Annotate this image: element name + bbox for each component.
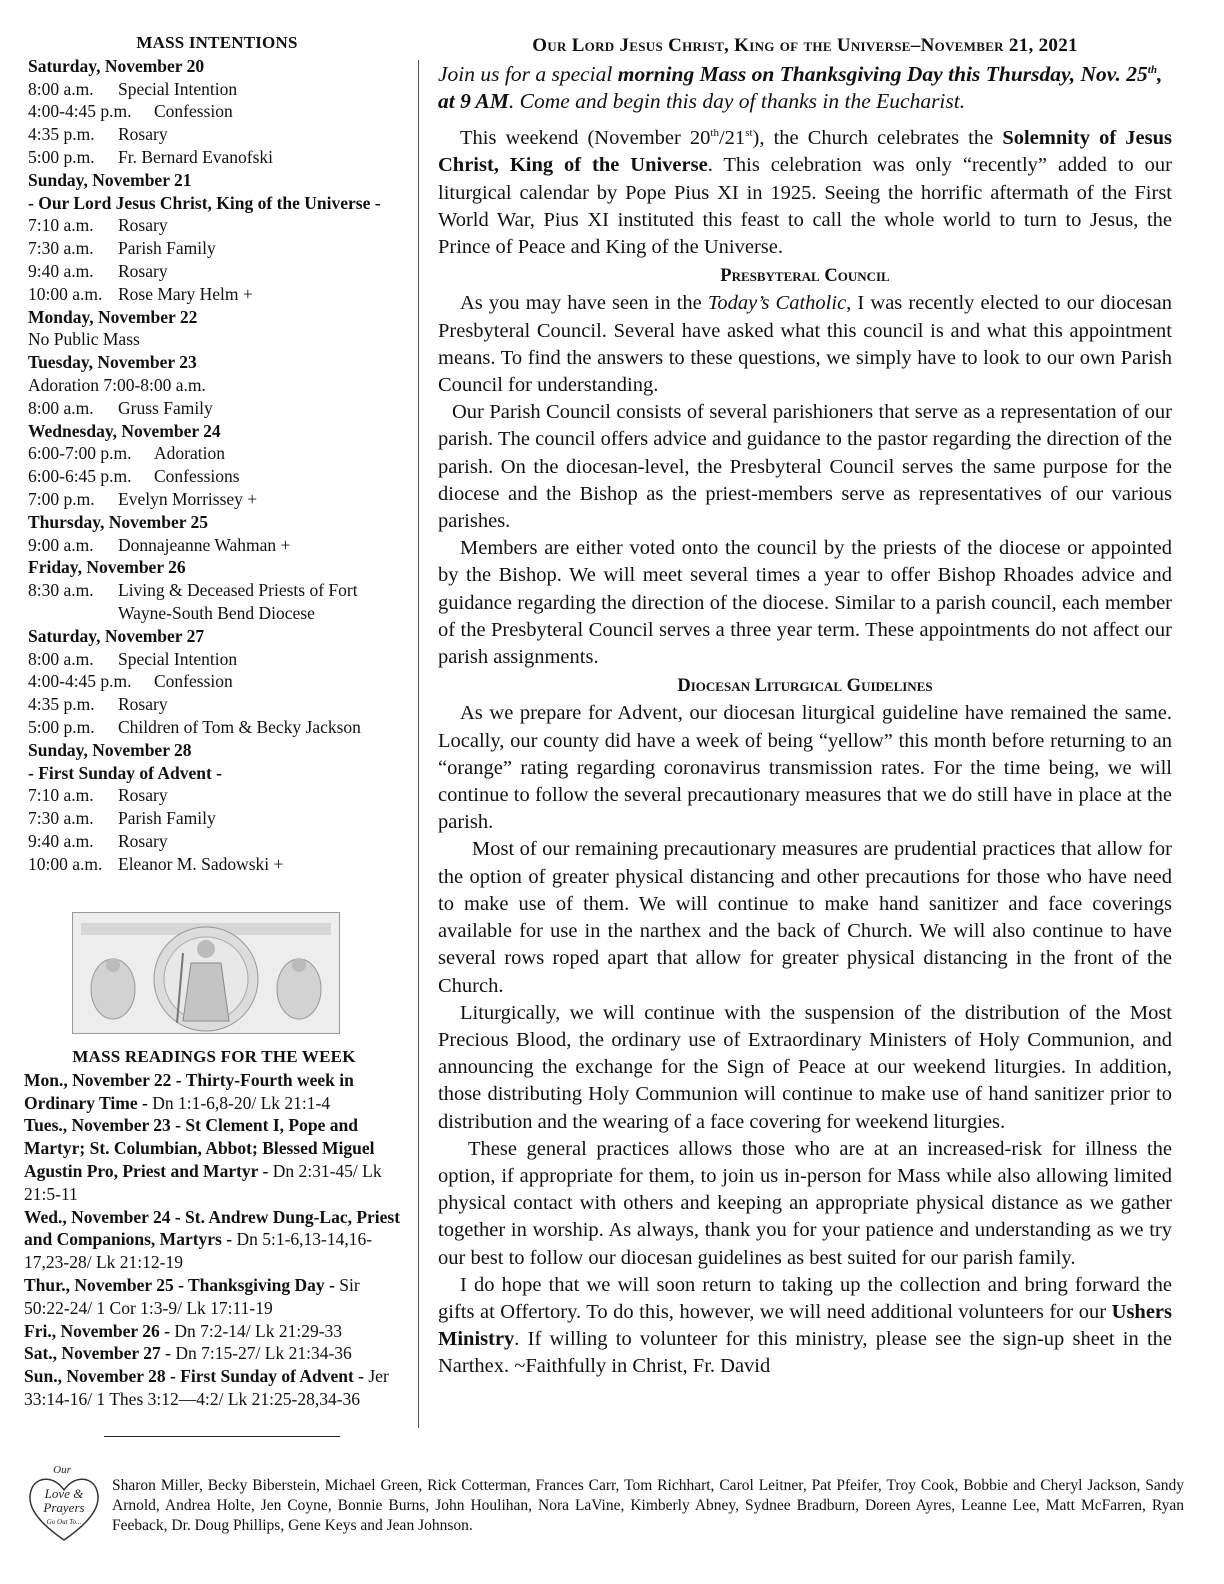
reading-day: Mon., November 22 - Thirty-Fourth week in Ordinary Time -: [24, 1069, 354, 1113]
presb-p1-a: As you may have seen in the: [460, 292, 708, 315]
intention-entry: [28, 670, 406, 693]
intention-time: 4:00-4:45 p.m.: [28, 671, 132, 692]
intention-day: Saturday, November 27: [28, 625, 205, 646]
intention-time: 10:00 a.m.: [28, 283, 103, 304]
guidelines-paragraph-2: Most of our remaining precautionary measures are prudential practices that allow for the option of greater physical distancing and other precautions for those who have need to make use of them. We will continue to make hand sanitizer and face coverings available for use in the narthex and the back of Church. We will also continue to have several rows roped apart that allow for greater physical distancing in the front of the Church.: [438, 838, 1172, 997]
intention-desc: Parish Family: [118, 238, 216, 259]
presbyteral-paragraph-3: Members are either voted onto the council by the priests of the diocese or appointed by the Bishop. We will meet several times a year to offer Bishop Rhoades advice and guidance regarding the direction of the diocese. Similar to a parish council, each member of the Presbyteral Council serves a three year term. These appointments do not affect our parish assignments.: [438, 537, 1172, 669]
intro-d: . This celebration was only “recently” added to our liturgical calendar by Pope Pius XI in 1925. Seeing the horrific aftermath of the First World War, Pius XI instituted this feast to call the whole world to turn to Jesus, the Prince of Peace and King of the Universe.: [438, 154, 1172, 259]
intention-feast: - Our Lord Jesus Christ, King of the Universe -: [28, 192, 381, 213]
intention-desc: Special Intention: [118, 78, 238, 99]
readings-list: [24, 1069, 404, 1411]
intention-entry: [28, 328, 406, 351]
presbyteral-council-heading: Presbyteral Council: [720, 266, 890, 287]
intention-entry: [28, 807, 406, 830]
intention-time: 8:00 a.m.: [28, 78, 94, 99]
love-and-prayers-logo: [22, 1462, 106, 1546]
ushers-ministry: Ushers Ministry: [438, 1300, 1172, 1351]
note-bold-time: , at 9 AM: [438, 62, 1163, 114]
intention-entry: [28, 123, 406, 146]
separator-line: [104, 1436, 340, 1437]
intention-time: 9:00 a.m.: [28, 534, 94, 555]
intention-desc: Rosary: [118, 260, 168, 281]
reading-citation: Dn 1:1-6,8-20/ Lk 21:1-4: [147, 1092, 331, 1113]
intention-entry: [28, 397, 406, 420]
intention-day: Sunday, November 28: [28, 739, 192, 760]
intro-bold: Solemnity of Jesus Christ, King of the Universe: [438, 127, 1172, 177]
reading-item: [24, 1206, 404, 1274]
intention-entry: [28, 853, 406, 876]
intention-desc: Eleanor M. Sadowski +: [118, 853, 284, 874]
guidelines-paragraph-3: Liturgically, we will continue with the suspension of the distribution of the Most Precious Blood, the ordinary use of Extraordinary Ministers of Holy Communion, and announcing the exchange for the Sign of Peace at our weekend liturgies. In addition, those distributing Holy Communion will continue to make use of hand sanitizer prior to distribution and the wearing of a face covering for weekend liturgies.: [438, 1001, 1172, 1133]
intention-time: 9:40 a.m.: [28, 260, 94, 281]
reading-day: Sun., November 28 - First Sunday of Advent -: [24, 1366, 364, 1387]
reading-citation: Sir 50:22-24/ 1 Cor 1:3-9/ Lk 17:11-19: [24, 1274, 360, 1318]
note-text: Join us for a special: [438, 62, 618, 87]
intention-time: 10:00 a.m.: [28, 853, 103, 874]
intention-desc: Rosary: [118, 785, 168, 806]
presbyteral-paragraph-1: [438, 290, 1172, 399]
intention-entry: [28, 716, 406, 739]
intention-desc: Confessions: [154, 466, 240, 487]
intention-entry: [28, 374, 406, 397]
intention-time: 5:00 p.m.: [28, 716, 95, 737]
guidelines-paragraph-5: [438, 1272, 1172, 1381]
intention-day: Friday, November 26: [28, 557, 186, 578]
reading-item: [24, 1365, 404, 1411]
intention-time: No Public Mass: [28, 329, 140, 350]
presb-p1-b: , I was recently elected to our diocesan Presbyteral Council. Several have asked what this council is and what this appointment means. To find the answers to these questions, we simply have to look to our own Parish Council for understanding.: [438, 292, 1172, 397]
intention-desc: Adoration: [154, 443, 225, 464]
reading-day: Wed., November 24 - St. Andrew Dung-Lac, Priest and Companions, Martyrs -: [24, 1206, 401, 1250]
intention-desc: Gruss Family: [118, 397, 213, 418]
intention-entry: [28, 283, 406, 306]
intention-desc: Fr. Bernard Evanofski: [118, 146, 274, 167]
prayer-list: Sharon Miller, Becky Biberstein, Michael Green, Rick Cotterman, Frances Carr, Tom Richhart, Carol Leitner, Pat Pfeifer, Troy Cook, Bobbie and Cheryl Jackson, Sandy Arnold, Andrea Holte, Jen Coyne, Bonnie Burns, John Houlihan, Nora LaVine, Kimberly Abney, Sydnee Bradburn, Doreen Ayres, Leanne Lee, Matt McFarren, Ryan Feeback, Dr. Doug Phillips, Gene Keys and Jean Johnson.: [112, 1477, 1184, 1534]
intention-time: 7:30 a.m.: [28, 238, 94, 259]
intention-desc: Rosary: [118, 694, 168, 715]
intention-time: 6:00-7:00 p.m.: [28, 443, 132, 464]
reading-item: [24, 1114, 404, 1205]
intention-day: Tuesday, November 23: [28, 352, 197, 373]
logo-mid1-text: Love &: [44, 1486, 84, 1501]
intro-sup1: th: [710, 127, 719, 140]
intention-desc: Rosary: [118, 215, 168, 236]
intention-time: 8:00 a.m.: [28, 397, 94, 418]
intention-day: Thursday, November 25: [28, 511, 209, 532]
intention-entry: [28, 488, 406, 511]
intro-b: /21: [718, 127, 746, 150]
reading-day: Tues., November 23 - St Clement I, Pope and Martyr; St. Columbian, Abbot; Blessed Miguel Agustin Pro, Priest and Martyr -: [24, 1115, 375, 1181]
intention-entry: [28, 693, 406, 716]
guidelines-paragraph-1: As we prepare for Advent, our diocesan liturgical guideline have remained the same. Locally, our county did have a week of being “yellow” this month before returning to an “orange” rating regarding coronavirus transmission rates. For the time being, we will continue to follow the several precautionary measures that we do still have in place at the parish.: [438, 702, 1172, 834]
intention-time: 7:00 p.m.: [28, 488, 95, 509]
intention-time: 4:00-4:45 p.m.: [28, 101, 132, 122]
intention-desc: Special Intention: [118, 648, 238, 669]
intention-entry: [28, 579, 406, 625]
mass-readings: [24, 1046, 404, 1411]
thanksgiving-note: [438, 61, 1172, 115]
reading-day: Thur., November 25 - Thanksgiving Day -: [24, 1274, 335, 1295]
intro-c: ), the Church celebrates the: [752, 127, 1003, 150]
intention-desc: Living & Deceased Priests of Fort Wayne-South Bend Diocese: [118, 580, 358, 623]
liturgical-guidelines-heading: Diocesan Liturgical Guidelines: [677, 676, 933, 697]
reading-item: [24, 1342, 404, 1365]
logo-top-text: Our: [53, 1464, 71, 1476]
intention-time: 9:40 a.m.: [28, 830, 94, 851]
note-text-end: . Come and begin this day of thanks in the Eucharist.: [508, 89, 966, 114]
intentions-list: [28, 55, 406, 876]
reading-citation: Dn 2:31-45/ Lk 21:5-11: [24, 1160, 382, 1204]
mass-intentions-title: MASS INTENTIONS: [136, 33, 298, 52]
intention-time: 4:35 p.m.: [28, 694, 95, 715]
intention-entry: [28, 465, 406, 488]
intention-time: 7:10 a.m.: [28, 785, 94, 806]
intention-desc: Donnajeanne Wahman +: [118, 534, 291, 555]
intention-entry: [28, 534, 406, 557]
reading-citation: Dn 5:1-6,13-14,16-17,23-28/ Lk 21:12-19: [24, 1229, 373, 1273]
intention-day: Sunday, November 21: [28, 169, 192, 190]
intention-desc: Parish Family: [118, 808, 216, 829]
intention-day: Monday, November 22: [28, 306, 198, 327]
reading-citation: Jer 33:14-16/ 1 Thes 3:12—4:2/ Lk 21:25-28,34-36: [24, 1366, 389, 1409]
intention-desc: Rosary: [118, 124, 168, 145]
reading-day: Sat., November 27 -: [24, 1343, 171, 1364]
intention-desc: Evelyn Morrissey +: [118, 488, 258, 509]
intention-desc: Confession: [154, 671, 233, 692]
intention-entry: [28, 442, 406, 465]
presb-p1-italic: Today’s Catholic: [707, 292, 847, 315]
intention-desc: Confession: [154, 101, 233, 122]
guide-p5-b: . If willing to volunteer for this ministry, please see the sign-up sheet in the Narthex. ~Faithfully in Christ, Fr. David: [438, 1328, 1172, 1378]
note-sup: th: [1147, 64, 1157, 77]
reading-citation: Dn 7:2-14/ Lk 21:29-33: [169, 1320, 343, 1341]
intention-entry: [28, 100, 406, 123]
intention-desc: Rose Mary Helm +: [118, 283, 253, 304]
reading-item: [24, 1320, 404, 1343]
intention-entry: [28, 214, 406, 237]
logo-bot-text: Go Out To...: [46, 1518, 82, 1526]
intention-entry: [28, 260, 406, 283]
intention-time: 8:00 a.m.: [28, 648, 94, 669]
guide-p5-a: I do hope that we will soon return to taking up the collection and bring forward the gifts at Offertory. To do this, however, we will need additional volunteers for our: [438, 1273, 1172, 1323]
intention-time: 7:30 a.m.: [28, 808, 94, 829]
logo-mid2-text: Prayers: [43, 1500, 85, 1515]
reading-item: [24, 1069, 404, 1115]
guidelines-paragraph-4: These general practices allows those who are at an increased-risk for illness the option, if appropriate for them, to join us in-person for Mass while also allowing limited physical contact with others and keeping an appropriate physical distance as we gather together in worship. As always, thank you for your patience and understanding as we try our best to follow our diocesan guidelines as best suited for our parish family.: [438, 1137, 1172, 1269]
intention-entry: [28, 648, 406, 671]
reading-citation: Dn 7:15-27/ Lk 21:34-36: [170, 1343, 352, 1364]
christ-the-king-image: [72, 912, 340, 1034]
intention-entry: [28, 830, 406, 853]
intention-time: 5:00 p.m.: [28, 146, 95, 167]
mass-readings-title: MASS READINGS FOR THE WEEK: [72, 1047, 356, 1066]
intention-time: 7:10 a.m.: [28, 215, 94, 236]
intro-sup2: st: [745, 127, 753, 140]
intention-time: 8:30 a.m.: [28, 580, 94, 601]
intention-entry: [28, 146, 406, 169]
intention-entry: [28, 237, 406, 260]
intention-time: Adoration 7:00-8:00 a.m.: [28, 374, 206, 395]
reading-day: Fri., November 26 -: [24, 1320, 170, 1341]
note-bold: morning Mass on Thanksgiving Day this Thursday, Nov. 25: [617, 62, 1148, 87]
intention-desc: Rosary: [118, 830, 168, 851]
main-column: [438, 32, 1172, 1381]
page-title: Our Lord Jesus Christ, King of the Universe–November 21, 2021: [532, 35, 1078, 56]
mass-intentions: [28, 32, 406, 875]
reading-item: [24, 1274, 404, 1320]
intention-desc: Children of Tom & Becky Jackson: [118, 716, 361, 737]
intention-day: Wednesday, November 24: [28, 420, 221, 441]
intention-entry: [28, 784, 406, 807]
intention-feast: - First Sunday of Advent -: [28, 762, 222, 783]
intention-time: 6:00-6:45 p.m.: [28, 466, 132, 487]
intention-time: 4:35 p.m.: [28, 124, 95, 145]
intention-day: Saturday, November 20: [28, 55, 205, 76]
intro-paragraph: [438, 125, 1172, 261]
intention-entry: [28, 78, 406, 101]
intro-a: This weekend (November 20: [460, 127, 711, 150]
presbyteral-paragraph-2: Our Parish Council consists of several parishioners that serve as a representation of our parish. The council offers advice and guidance to the pastor regarding the direction of the parish. On the diocesan-level, the Presbyteral Council serves the same purpose for the diocese and the Bishop as the priest-members serve as representatives of our various parishes.: [438, 401, 1172, 533]
column-divider: [418, 60, 419, 1428]
